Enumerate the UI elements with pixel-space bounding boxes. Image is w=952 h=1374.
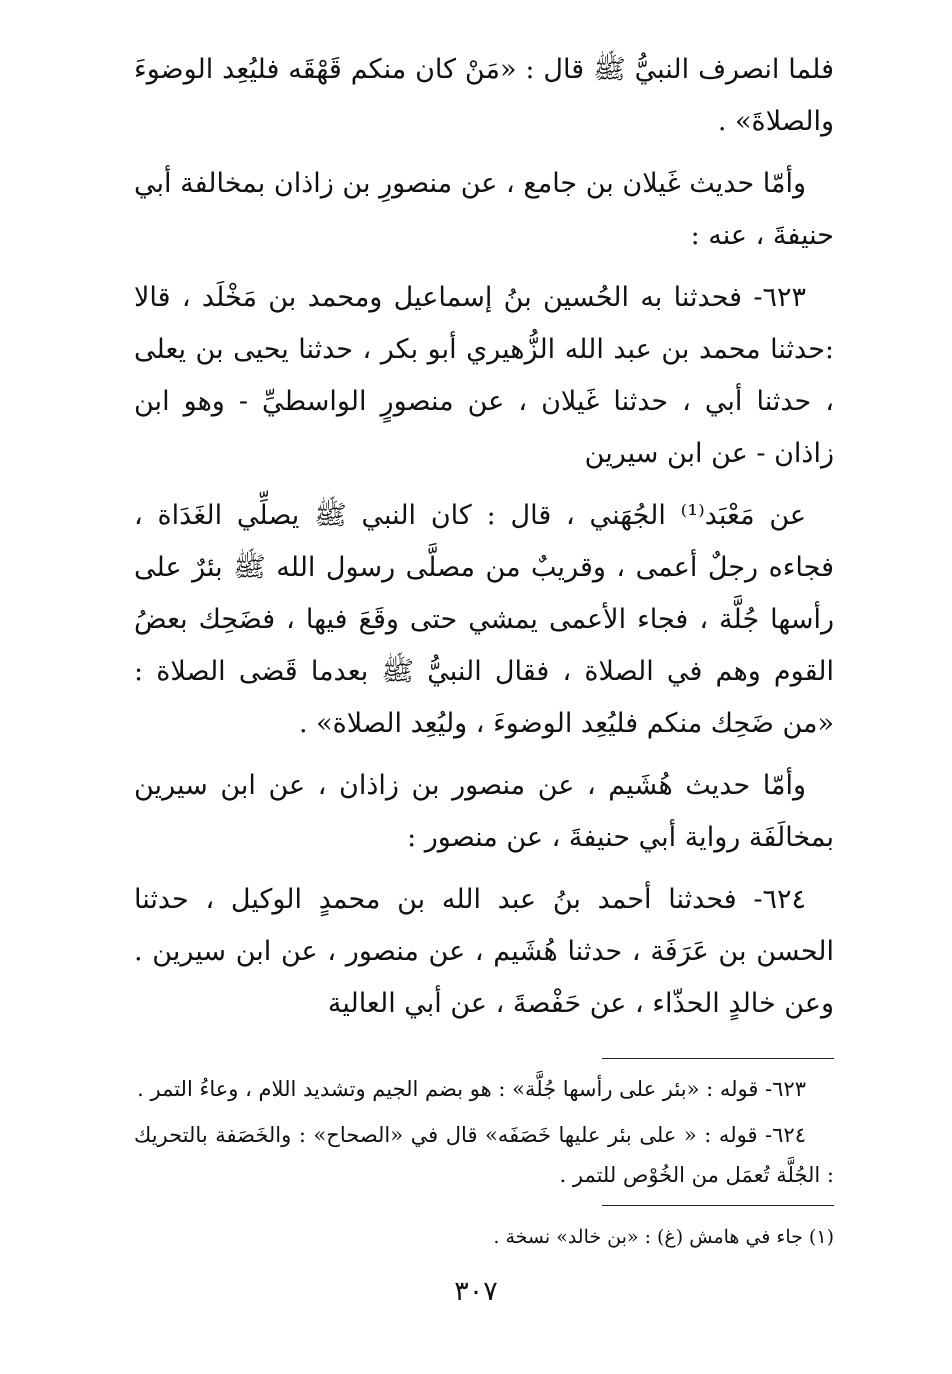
paragraph-1: فلما انصرف النبيُّ ﷺ قال : «مَنْ كان منكم قَهْقَه فليُعِد الوضوءَ والصلاةَ» .: [134, 54, 834, 137]
paragraph-3: ٦٢٣- فحدثنا به الحُسين بنُ إسماعيل ومحمد بن مَخْلَد ، قالا :حدثنا محمد بن عبد الله الزُّهيري أبو بكر ، حدثنا يحيى بن يعلى ، حدثنا أبي ، حدثنا غَيلان ، عن منصورٍ الواسطيِّ - وهو ابن زاذان - عن ابن سيرين: [134, 282, 834, 469]
paragraph-4: عن مَعْبَد⁽¹⁾ الجُهَني ، قال : كان النبي ﷺ يصلِّي الغَدَاة ، فجاءه رجلٌ أعمى ، وقريبٌ من مصلَّى رسول الله ﷺ بئرٌ على رأسها جُلَّة ، فجاء الأعمى يمشي حتى وقَعَ فيها ، فضَحِك بعضُ القوم وهم في الصلاة ، فقال النبيُّ ﷺ بعدما قَضى الصلاة : «من ضَحِك منكم فليُعِد الوضوءَ ، وليُعِد الصلاة» .: [134, 500, 834, 739]
note-624: ٦٢٤- قوله : « على بئر عليها خَصَفَه» قال في «الصحاح» : والخَصَفة بالتحريك : الجُلَّة تُعمَل من الخُوْص للتمر .: [134, 1123, 834, 1187]
footnote-divider: [602, 1205, 834, 1206]
footnote-1: (١) جاء في هامش (غ) : «بن خالد» نسخة .: [493, 1226, 834, 1248]
paragraph-6: ٦٢٤- فحدثنا أحمد بنُ عبد الله بن محمدٍ الوكيل ، حدثنا الحسن بن عَرَفَة ، حدثنا هُشَيم ، عن منصور ، عن ابن سيرين . وعن خالدٍ الحذّاء ، عن حَفْصةَ ، عن أبي العالية: [134, 884, 834, 1019]
notes-divider: [602, 1058, 834, 1059]
page-body: [134, 44, 834, 1254]
paragraph-5: وأمّا حديث هُشَيم ، عن منصور بن زاذان ، عن ابن سيرين بمخالَفَة رواية أبي حنيفةَ ، عن منصور :: [134, 770, 834, 853]
note-623: ٦٢٣- قوله : «بئر على رأسها جُلَّة» : هو بضم الجيم وتشديد اللام ، وعاءُ التمر .: [137, 1077, 806, 1101]
page-number: ٣٠٧: [454, 1276, 498, 1307]
paragraph-2: وأمّا حديث غَيلان بن جامع ، عن منصورِ بن زاذان بمخالفة أبي حنيفةَ ، عنه :: [134, 168, 834, 251]
